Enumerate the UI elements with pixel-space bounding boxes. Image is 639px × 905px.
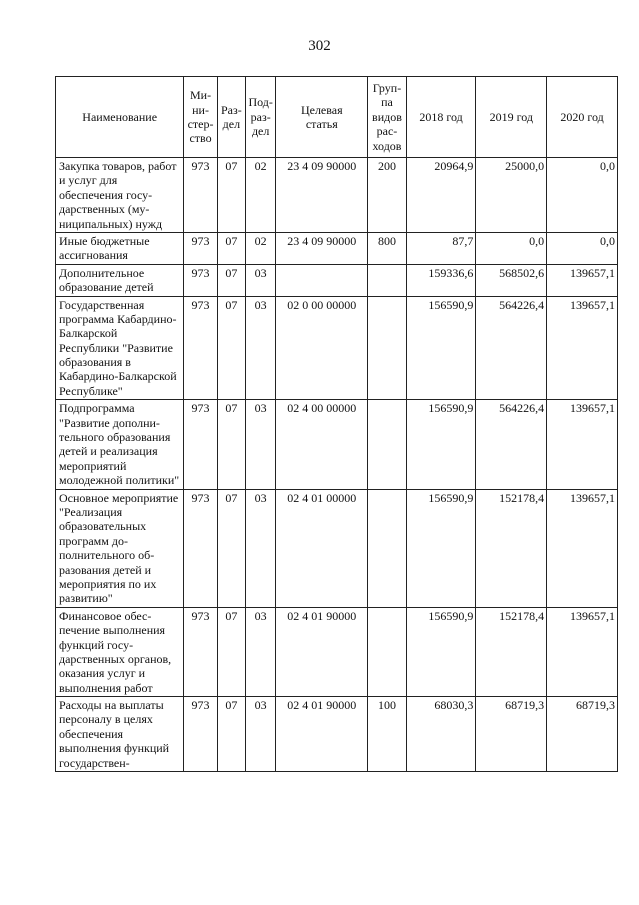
header-target: Целевая статья [276, 77, 368, 158]
row-section: 07 [217, 264, 245, 296]
row-subsection: 03 [246, 489, 276, 607]
row-section: 07 [217, 232, 245, 264]
row-expense-group [368, 264, 406, 296]
header-ministry: Ми- ни- стер- ство [184, 77, 217, 158]
row-2020: 139657,1 [547, 607, 618, 696]
row-target: 02 0 00 00000 [276, 296, 368, 400]
row-expense-group: 100 [368, 697, 406, 772]
row-ministry: 973 [184, 489, 217, 607]
row-name: Основное мероприятие "Реализация образовательных программ дополнительного образования детей и мероприятия по их развитию" [56, 489, 184, 607]
row-subsection: 03 [246, 296, 276, 400]
table-row [56, 232, 618, 264]
row-expense-group: 800 [368, 232, 406, 264]
row-name: Расходы на выплаты персоналу в целях обеспечения выполнения функций государствен- [56, 697, 184, 772]
row-ministry: 973 [184, 232, 217, 264]
row-target: 02 4 01 00000 [276, 489, 368, 607]
row-2019: 68719,3 [476, 697, 547, 772]
row-expense-group [368, 607, 406, 696]
header-2019: 2019 год [476, 77, 547, 158]
row-2019: 564226,4 [476, 296, 547, 400]
budget-table [55, 76, 618, 772]
row-target: 02 4 01 90000 [276, 697, 368, 772]
row-2019: 568502,6 [476, 264, 547, 296]
table-body [56, 158, 618, 772]
row-2019: 564226,4 [476, 400, 547, 489]
header-2018: 2018 год [406, 77, 476, 158]
table-row [56, 296, 618, 400]
row-name: Финансовое обеспечение выполнения функций государственных органов, оказания услуг и выполнения работ [56, 607, 184, 696]
row-2019: 0,0 [476, 232, 547, 264]
row-subsection: 03 [246, 400, 276, 489]
row-2018: 159336,6 [406, 264, 476, 296]
row-target [276, 264, 368, 296]
row-name: Дополнительное образование детей [56, 264, 184, 296]
row-section: 07 [217, 607, 245, 696]
row-expense-group [368, 400, 406, 489]
row-2020: 139657,1 [547, 489, 618, 607]
table-row [56, 400, 618, 489]
row-expense-group: 200 [368, 158, 406, 233]
row-ministry: 973 [184, 158, 217, 233]
row-name: Закупка товаров, работ и услуг для обеспечения государственных (муниципальных) нужд [56, 158, 184, 233]
row-2018: 156590,9 [406, 607, 476, 696]
row-section: 07 [217, 296, 245, 400]
header-2020: 2020 год [547, 77, 618, 158]
row-ministry: 973 [184, 264, 217, 296]
row-2020: 0,0 [547, 158, 618, 233]
row-target: 23 4 09 90000 [276, 232, 368, 264]
row-name: Подпрограмма "Развитие дополнительного образования детей и реализация мероприятий молодежной политики" [56, 400, 184, 489]
row-ministry: 973 [184, 697, 217, 772]
row-2018: 68030,3 [406, 697, 476, 772]
table-row [56, 158, 618, 233]
row-subsection: 02 [246, 232, 276, 264]
row-section: 07 [217, 158, 245, 233]
table-row [56, 697, 618, 772]
table-row [56, 489, 618, 607]
page-number: 302 [308, 38, 331, 54]
row-2018: 20964,9 [406, 158, 476, 233]
row-2020: 139657,1 [547, 400, 618, 489]
row-name: Иные бюджетные ассигнования [56, 232, 184, 264]
row-section: 07 [217, 400, 245, 489]
header-subsection: Под- раз- дел [246, 77, 276, 158]
table-row [56, 607, 618, 696]
row-section: 07 [217, 489, 245, 607]
row-2018: 156590,9 [406, 296, 476, 400]
row-section: 07 [217, 697, 245, 772]
row-2020: 139657,1 [547, 264, 618, 296]
row-subsection: 03 [246, 264, 276, 296]
row-expense-group [368, 489, 406, 607]
row-subsection: 03 [246, 697, 276, 772]
row-subsection: 03 [246, 607, 276, 696]
row-2019: 152178,4 [476, 607, 547, 696]
row-2020: 68719,3 [547, 697, 618, 772]
row-2019: 25000,0 [476, 158, 547, 233]
header-section: Раз- дел [217, 77, 245, 158]
row-ministry: 973 [184, 400, 217, 489]
row-2019: 152178,4 [476, 489, 547, 607]
row-ministry: 973 [184, 607, 217, 696]
row-target: 23 4 09 90000 [276, 158, 368, 233]
table-row [56, 264, 618, 296]
header-name: Наименование [56, 77, 184, 158]
row-expense-group [368, 296, 406, 400]
row-2020: 0,0 [547, 232, 618, 264]
row-name: Государственная программа Кабардино-Балкарской Республики "Развитие образования в Кабардино-Балкарской Республике" [56, 296, 184, 400]
row-target: 02 4 01 90000 [276, 607, 368, 696]
row-2018: 87,7 [406, 232, 476, 264]
row-2018: 156590,9 [406, 489, 476, 607]
header-expense-group: Груп- па видов рас- ходов [368, 77, 406, 158]
row-subsection: 02 [246, 158, 276, 233]
table-header-row [56, 77, 618, 158]
row-2018: 156590,9 [406, 400, 476, 489]
row-target: 02 4 00 00000 [276, 400, 368, 489]
row-2020: 139657,1 [547, 296, 618, 400]
row-ministry: 973 [184, 296, 217, 400]
